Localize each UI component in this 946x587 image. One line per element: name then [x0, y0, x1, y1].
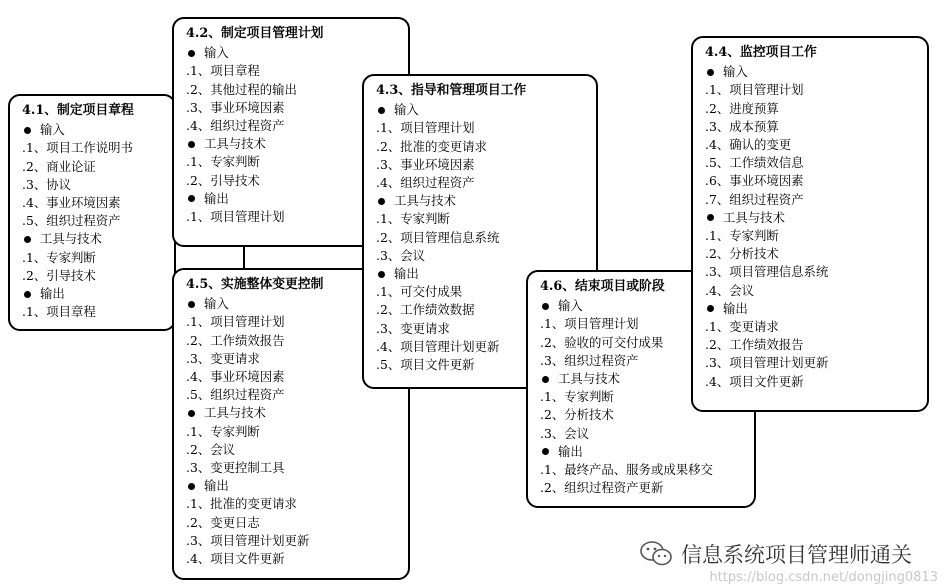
wechat-icon: [639, 540, 673, 568]
section-heading: [22, 285, 166, 303]
list-item: .4、事业环境因素: [186, 369, 285, 385]
list-item: .1、项目管理计划: [186, 209, 285, 225]
watermark-text: 信息系统项目管理师通关: [681, 543, 912, 567]
section-label: 输入: [558, 298, 583, 314]
list-item: .3、事业环境因素: [186, 99, 285, 115]
list-item: .3、项目管理信息系统: [705, 264, 829, 280]
bullet-dot-icon: [188, 301, 195, 308]
list-item: .4、项目管理计划更新: [376, 338, 500, 354]
section-label: 输出: [204, 190, 229, 206]
list-item: .3、项目管理计划更新: [186, 532, 310, 548]
section-label: 输入: [204, 296, 229, 312]
section-label: 工具与技术: [558, 371, 620, 387]
list-item: .1、专家判断: [540, 389, 614, 405]
section-heading: [376, 101, 588, 119]
list-item: .2、工作绩效数据: [376, 302, 475, 318]
list-item: .2、批准的变更请求: [376, 138, 487, 154]
section-heading: [540, 443, 746, 461]
bullet-dot-icon: [707, 214, 714, 221]
section-label: 工具与技术: [204, 405, 266, 421]
list-item: .3、项目管理计划更新: [705, 355, 829, 371]
list-item: .1、项目章程: [22, 304, 96, 320]
list-item: .1、可交付成果: [376, 284, 463, 300]
section-heading: [705, 63, 919, 81]
bullet-dot-icon: [542, 448, 549, 455]
list-item: .2、分析技术: [705, 246, 779, 262]
bullet-dot-icon: [24, 127, 31, 134]
process-box-4-4: [691, 36, 929, 412]
section-label: 工具与技术: [40, 231, 102, 247]
section-heading: [186, 44, 400, 62]
list-item: .3、会议: [376, 247, 425, 263]
section-label: 工具与技术: [204, 136, 266, 152]
box-title: 4.2、制定项目管理计划: [186, 26, 324, 41]
list-item: .7、组织过程资产: [705, 191, 804, 207]
list-item: .4、组织过程资产: [186, 118, 285, 134]
list-item: .2、引导技术: [22, 267, 96, 283]
section-label: 输入: [40, 122, 65, 138]
section-heading: [22, 121, 166, 139]
list-item: .2、会议: [186, 441, 235, 457]
bullet-dot-icon: [188, 50, 195, 57]
bullet-dot-icon: [542, 303, 549, 310]
bullet-dot-icon: [378, 198, 385, 205]
bullet-dot-icon: [378, 271, 385, 278]
section-heading: [705, 209, 919, 227]
bullet-dot-icon: [24, 236, 31, 243]
bullet-dot-icon: [188, 410, 195, 417]
list-item: .2、分析技术: [540, 407, 614, 423]
list-item: .1、项目管理计划: [376, 120, 475, 136]
section-label: 输出: [204, 478, 229, 494]
list-item: .1、变更请求: [705, 319, 779, 335]
list-item: .2、引导技术: [186, 172, 260, 188]
bullet-dot-icon: [707, 69, 714, 76]
list-item: .1、项目章程: [186, 63, 260, 79]
list-item: .3、变更请求: [376, 320, 450, 336]
section-label: 输出: [723, 300, 748, 316]
bullet-dot-icon: [188, 141, 195, 148]
section-heading: [705, 300, 919, 318]
section-heading: [376, 192, 588, 210]
bullet-dot-icon: [378, 107, 385, 114]
list-item: .4、项目文件更新: [186, 551, 285, 567]
list-item: .3、事业环境因素: [376, 156, 475, 172]
list-item: .3、变更控制工具: [186, 460, 285, 476]
list-item: .4、组织过程资产: [376, 175, 475, 191]
section-label: 输入: [204, 45, 229, 61]
list-item: .5、工作绩效信息: [705, 155, 804, 171]
list-item: .1、专家判断: [705, 228, 779, 244]
section-label: 工具与技术: [723, 209, 785, 225]
section-label: 输出: [394, 266, 419, 282]
list-item: .1、专家判断: [22, 249, 96, 265]
list-item: .2、变更日志: [186, 514, 260, 530]
list-item: .4、事业环境因素: [22, 195, 121, 211]
list-item: .2、进度预算: [705, 100, 779, 116]
list-item: .1、项目工作说明书: [22, 140, 133, 156]
list-item: .1、专家判断: [186, 154, 260, 170]
list-item: .1、项目管理计划: [540, 316, 639, 332]
list-item: .1、最终产品、服务或成果移交: [540, 462, 713, 478]
bullet-dot-icon: [542, 376, 549, 383]
list-item: .2、组织过程资产更新: [540, 480, 664, 496]
box-title: 4.3、指导和管理项目工作: [376, 83, 527, 98]
box-title: 4.5、实施整体变更控制: [186, 277, 324, 292]
bullet-dot-icon: [707, 305, 714, 312]
list-item: .4、会议: [705, 282, 754, 298]
box-title: 4.4、监控项目工作: [705, 45, 817, 60]
section-label: 输入: [723, 64, 748, 80]
list-item: .2、其他过程的输出: [186, 81, 297, 97]
list-item: .2、验收的可交付成果: [540, 334, 664, 350]
bullet-dot-icon: [188, 195, 195, 202]
bullet-dot-icon: [188, 483, 195, 490]
process-box-4-1: [8, 94, 176, 331]
list-item: .2、工作绩效报告: [186, 332, 285, 348]
section-heading: [186, 404, 400, 422]
list-item: .3、成本预算: [705, 118, 779, 134]
section-heading: [22, 230, 166, 248]
list-item: .3、组织过程资产: [540, 352, 639, 368]
watermark-url: https://blog.csdn.net/dongjing0813: [709, 570, 938, 585]
list-item: .1、项目管理计划: [705, 82, 804, 98]
section-label: 输入: [394, 102, 419, 118]
box-title: 4.1、制定项目章程: [22, 103, 134, 118]
list-item: .4、确认的变更: [705, 137, 792, 153]
list-item: .2、商业论证: [22, 158, 96, 174]
list-item: .3、会议: [540, 425, 589, 441]
list-item: .5、组织过程资产: [186, 387, 285, 403]
list-item: .4、项目文件更新: [705, 373, 804, 389]
list-item: .1、专家判断: [186, 423, 260, 439]
list-item: .5、项目文件更新: [376, 357, 475, 373]
list-item: .1、项目管理计划: [186, 314, 285, 330]
list-item: .5、组织过程资产: [22, 213, 121, 229]
list-item: .1、批准的变更请求: [186, 496, 297, 512]
section-label: 输出: [40, 286, 65, 302]
list-item: .3、协议: [22, 176, 71, 192]
watermark: [639, 539, 912, 569]
list-item: .6、事业环境因素: [705, 173, 804, 189]
list-item: .2、项目管理信息系统: [376, 229, 500, 245]
bullet-dot-icon: [24, 291, 31, 298]
list-item: .3、变更请求: [186, 350, 260, 366]
section-heading: [186, 477, 400, 495]
section-label: 输出: [558, 443, 583, 459]
box-title: 4.6、结束项目或阶段: [540, 279, 665, 294]
list-item: .2、工作绩效报告: [705, 337, 804, 353]
list-item: .1、专家判断: [376, 211, 450, 227]
section-label: 工具与技术: [394, 193, 456, 209]
